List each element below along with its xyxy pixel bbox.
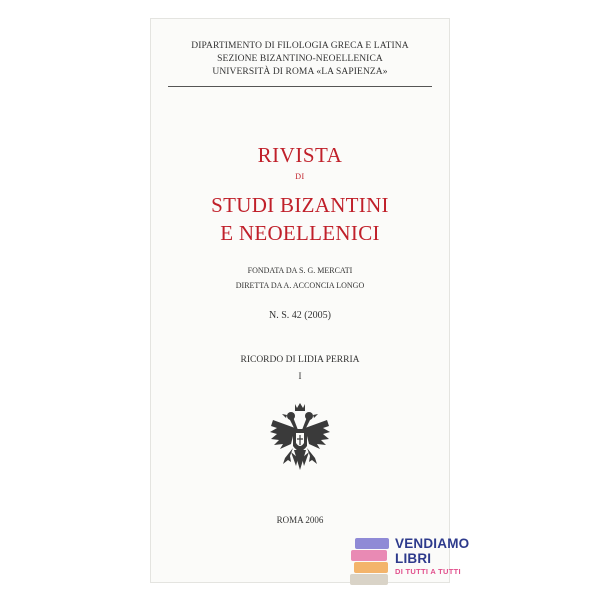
title-neoellenici: E NEOELLENICI (220, 221, 380, 245)
title-di: DI (295, 172, 305, 181)
book-spine (354, 562, 388, 573)
director-credit: DIRETTA DA A. ACCONCIA LONGO (235, 281, 365, 290)
dedication-title: RICORDO DI LIDIA PERRIA (240, 355, 360, 365)
title-studi-bizantini: STUDI BIZANTINI (211, 193, 389, 217)
book-stack-icon (349, 536, 391, 586)
double-headed-eagle-icon (269, 402, 331, 480)
badge-line-libri: LIBRI (395, 551, 432, 566)
imprint-place-year: ROMA 2006 (276, 515, 324, 525)
header-line-university: UNIVERSITÀ DI ROMA «LA SAPIENZA» (212, 67, 388, 77)
badge-text (395, 536, 469, 578)
header-line-section: SEZIONE BIZANTINO-NEOELLENICA (217, 54, 383, 64)
header-line-department: DIPARTIMENTO DI FILOLOGIA GRECA E LATINA (191, 41, 409, 51)
badge-line-vendiamo: VENDIAMO (395, 536, 470, 551)
title-rivista: RIVISTA (257, 143, 343, 167)
volume-number: I (298, 371, 302, 381)
vendiamo-libri-badge (349, 532, 499, 588)
badge-tagline: DI TUTTI A TUTTI (395, 567, 461, 576)
book-spine (355, 538, 389, 549)
founder-credit: FONDATA DA S. G. MERCATI (247, 266, 353, 275)
issue-number: N. S. 42 (2005) (269, 310, 331, 321)
book-spine (350, 574, 388, 585)
book-spine (351, 550, 387, 561)
publisher-header (168, 40, 432, 79)
header-divider (168, 86, 432, 87)
book-cover (150, 18, 450, 583)
